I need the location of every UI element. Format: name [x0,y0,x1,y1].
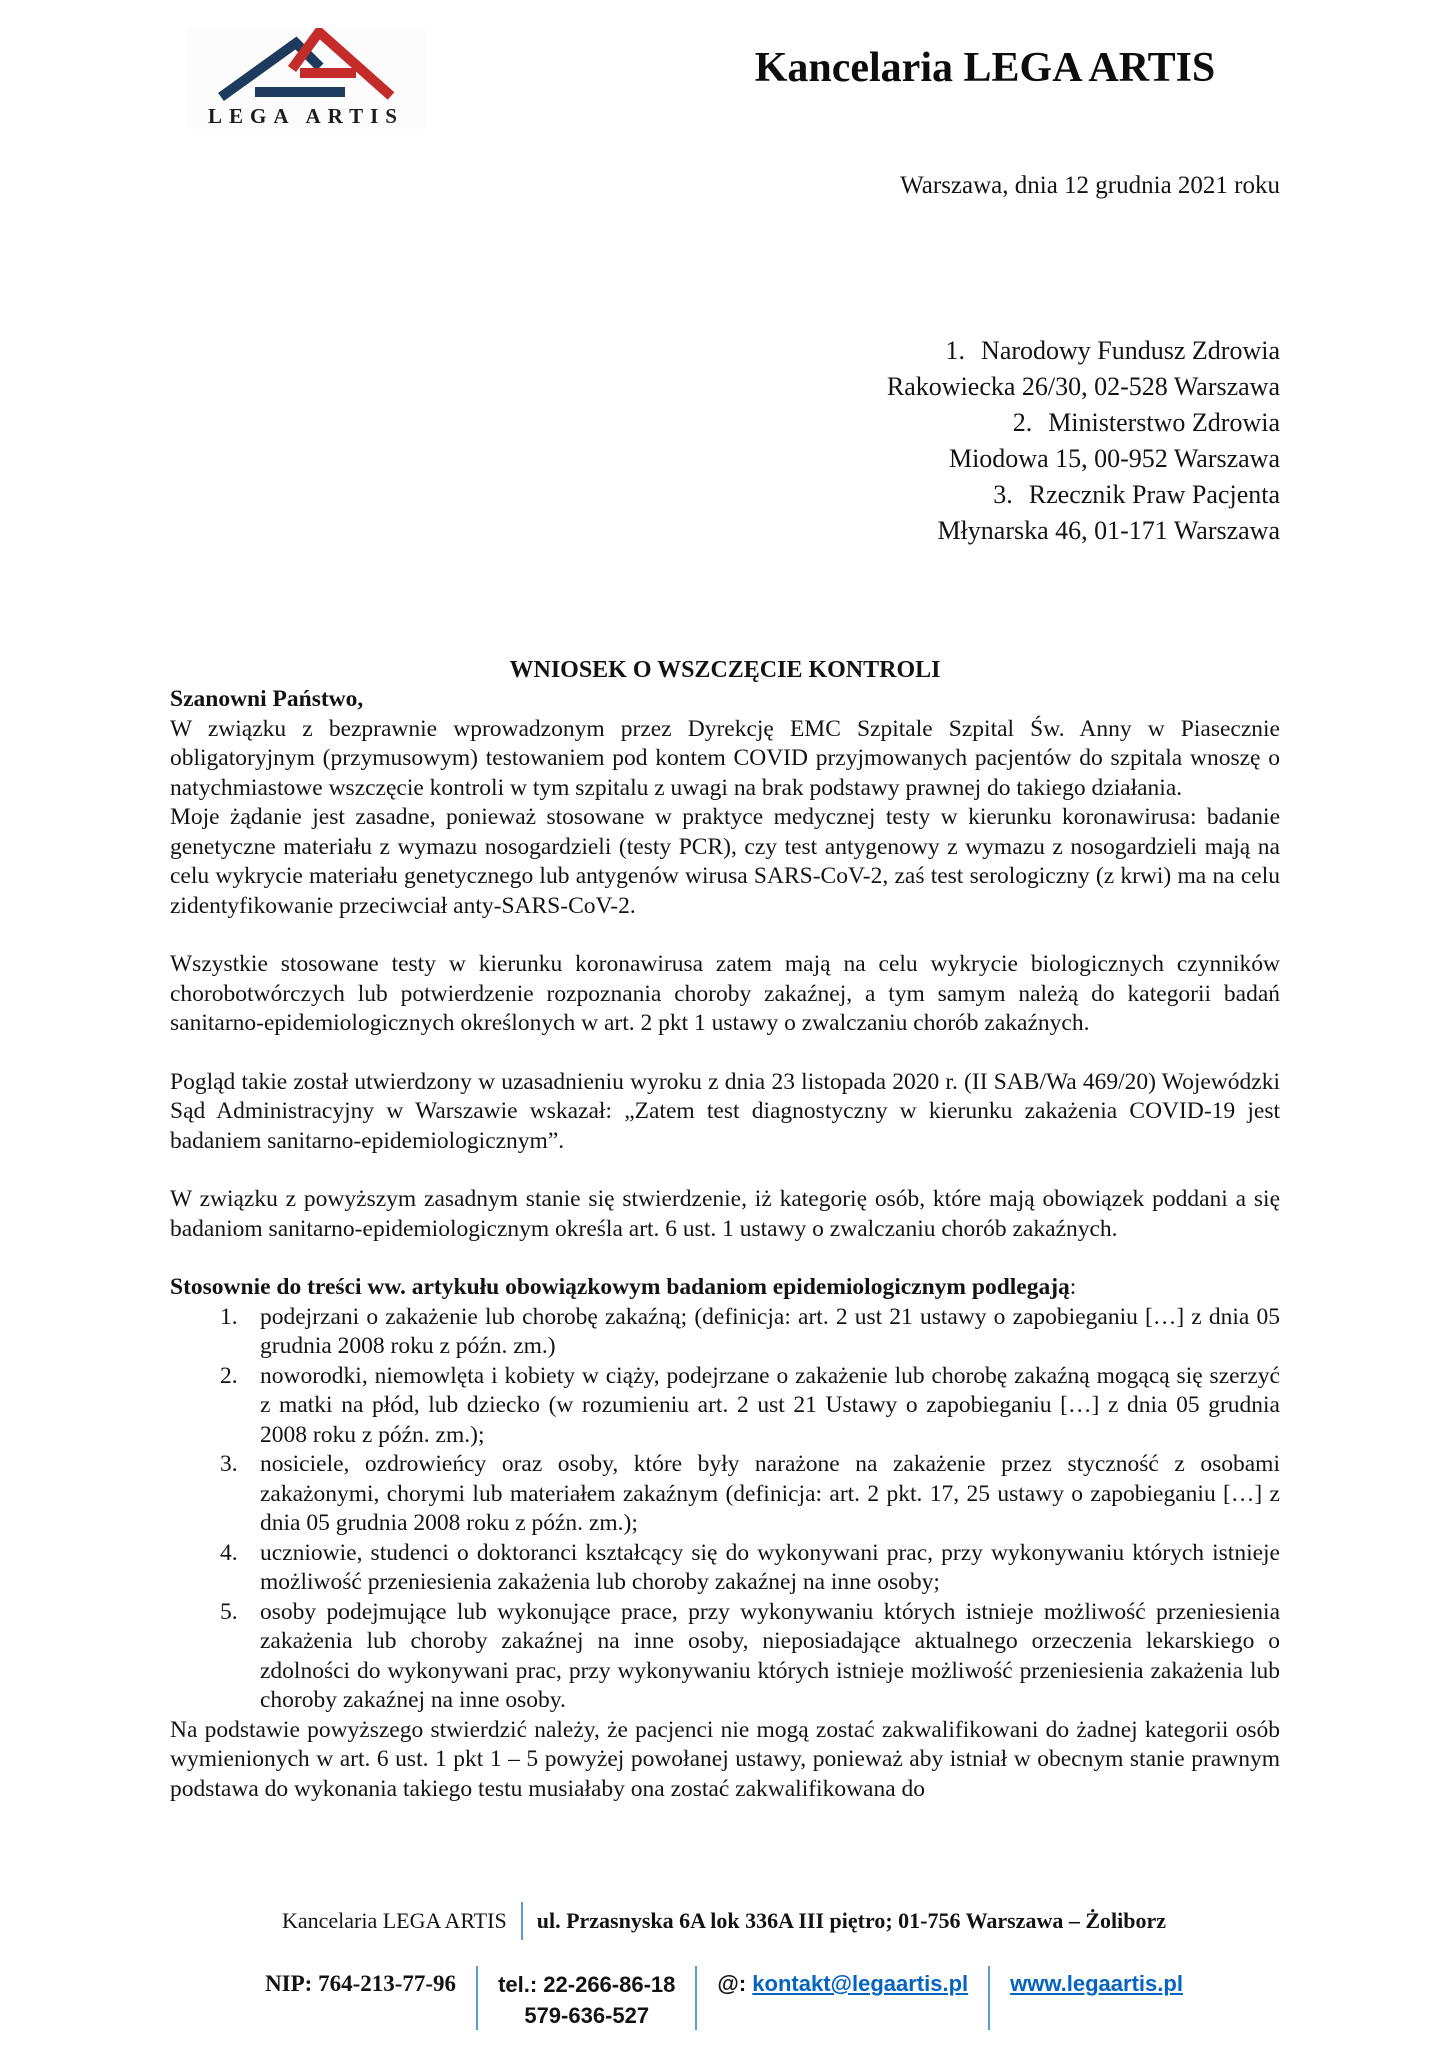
footer-divider [988,1966,990,2030]
recipient-name: 2. Ministerstwo Zdrowia [170,405,1280,441]
salutation: Szanowni Państwo, [170,686,364,712]
list-item-number: 1. [220,1303,238,1330]
footer-phone-2: 579-636-527 [524,2003,650,2028]
footer-nip: NIP: 764-213-77-96 [265,1971,457,1996]
list-item [170,1362,1280,1451]
list-item [170,1539,1280,1598]
list-item-text: uczniowie, studenci o doktoranci kształcący się do wykonywani prac, przy wykonywaniu których istnieje możliwość przeniesienia zakażenia lub choroby zakaźnej na inne osoby; [260,1539,1280,1595]
letter-body [170,0,1280,1804]
footer-website-link[interactable]: www.legaartis.pl [1010,1971,1183,1996]
paragraph: Moje żądanie jest zasadne, ponieważ stosowane w praktyce medycznej testy w kierunku koronawirusa: badanie genetyczne materiału z wymazu nosogardzieli (testy PCR), czy test antygenowy z wymazu z nosogardzieli mają na celu wykrycie materiału genetycznego lub antygenów wirusa SARS-CoV-2, zaś test serologiczny (z krwi) ma na celu zidentyfikowanie przeciwciał anty-SARS-CoV-2. [170,804,1280,919]
list-item [170,1598,1280,1716]
footer-email-prefix: @: [717,1971,747,1996]
recipient-name: 3. Rzecznik Praw Pacjenta [170,477,1280,513]
paragraph: W związku z powyższym zasadnym stanie się stwierdzenie, iż kategorię osób, które mają obowiązek poddani a się badaniom sanitarno-epidemiologicznym określa art. 6 ust. 1 ustawy o zwalczaniu chorób zakaźnych. [170,1186,1280,1242]
footer-phone-1: tel.: 22-266-86-18 [498,1972,676,1997]
recipient-number: 1. [945,336,966,365]
footer-divider [695,1966,697,2030]
list-item-text: noworodki, niemowlęta i kobiety w ciąży, podejrzane o zakażenie lub chorobę zakaźną mogącą się szerzyć z matki na płód, lub dziecko (w rozumieniu art. 2 ust 21 Ustawy o zapobieganiu […] z dnia 05 grudnia 2008 roku z późn. zm.); [260,1362,1280,1448]
dateline: Warszawa, dnia 12 grudnia 2021 roku [900,172,1280,199]
footer-firm-name: Kancelaria LEGA ARTIS [281,1908,507,1933]
recipient-address: Rakowiecka 26/30, 02-528 Warszawa [886,372,1280,401]
footer-contact-line [0,1966,1448,2031]
recipient-number: 3. [993,480,1013,509]
list-item-number: 2. [220,1362,238,1389]
list-item-text: nosiciele, ozdrowieńcy oraz osoby, które były narażone na zakażenie przez styczność z osobami zakażonymi, chorymi lub materiałem zakaźnym (definicja: art. 2 pkt. 17, 25 ustawy o zapobieganiu […] z dnia 05 grudnia 2008 roku z późn. zm.); [260,1451,1280,1536]
list-item-number: 3. [220,1451,238,1477]
footer-email-link[interactable]: kontakt@legaartis.pl [752,1971,969,1996]
list-item-number: 4. [220,1539,238,1566]
list-item-text: osoby podejmujące lub wykonujące prace, przy wykonywaniu których istnieje możliwość przeniesienia zakażenia lub choroby zakaźnej na inne osoby, nieposiadające aktualnego orzeczenia lekarskiego o zdolności do wykonywani prac, przy wykonywaniu których istnieje możliwość przeniesienia zakażenia lub choroby zakaźnej na inne osoby. [260,1598,1280,1713]
list-item-number: 5. [220,1598,238,1625]
recipient-address: Miodowa 15, 00-952 Warszawa [948,444,1280,473]
recipient-number: 2. [1012,408,1033,437]
recipient-name: 1. Narodowy Fundusz Zdrowia [170,333,1280,369]
recipient-address: Młynarska 46, 01-171 Warszawa [937,516,1280,545]
list-heading: Stosownie do treści ww. artykułu obowiązkowym badaniom epidemiologicznym podlegają: [170,1274,1077,1300]
logo-wordmark: LEGA ARTIS [208,104,404,128]
footer-phones [498,1966,675,2031]
subject-title: WNIOSEK O WSZCZĘCIE KONTROLI [509,657,941,683]
paragraph: Wszystkie stosowane testy w kierunku koronawirusa zatem mają na celu wykrycie biologicznych czynników chorobotwórczych lub potwierdzenie rozpoznania choroby zakaźnej, a tym samym należą do kategorii badań sanitarno-epidemiologicznych określonych w art. 2 pkt 1 ustawy o zwalczaniu chorób zakaźnych. [170,951,1280,1036]
footer-divider [476,1966,478,2030]
list-item [170,1450,1280,1539]
footer-firm-line [0,1902,1448,1940]
recipient-list [170,333,1280,549]
paragraph: W związku z bezprawnie wprowadzonym przez Dyrekcję EMC Szpitale Szpital Św. Anny w Piasecznie obligatoryjnym (przymusowym) testowaniem pod kontem COVID przyjmowanych pacjentów do szpitala wnoszę o natychmiastowe wszczęcie kontroli w tym szpitalu z uwagi na brak podstawy prawnej do takiego działania. [170,715,1280,801]
paragraph: Pogląd takie został utwierdzony w uzasadnieniu wyroku z dnia 23 listopada 2020 r. (II SAB/Wa 469/20) Wojewódzki Sąd Administracyjny w Warszawie wskazał: „Zatem test diagnostyczny w kierunku zakażenia COVID-19 jest badaniem sanitarno-epidemiologicznym”. [170,1068,1280,1154]
footer-address: ul. Przasnyska 6A lok 336A III piętro; 01-756 Warszawa – Żoliborz [536,1908,1166,1933]
closing-paragraph: Na podstawie powyższego stwierdzić należy, że pacjenci nie mogą zostać zakwalifikowani do żadnej kategorii osób wymienionych w art. 6 ust. 1 pkt 1 – 5 powyżej powołanej ustawy, ponieważ aby istniał w obecnym stanie prawnym podstawa do wykonania takiego testu musiałaby ona zostać zakwalifikowana do [170,1716,1280,1802]
list-item [170,1303,1280,1362]
footer-email-block [717,1966,968,1997]
list-item-text: podejrzani o zakażenie lub chorobę zakaźną; (definicja: art. 2 ust 21 ustawy o zapobieganiu […] z dnia 05 grudnia 2008 roku z późn. zm.) [260,1303,1280,1359]
page-title: Kancelaria LEGA ARTIS [754,45,1216,91]
footer-website-block [1010,1966,1183,1997]
